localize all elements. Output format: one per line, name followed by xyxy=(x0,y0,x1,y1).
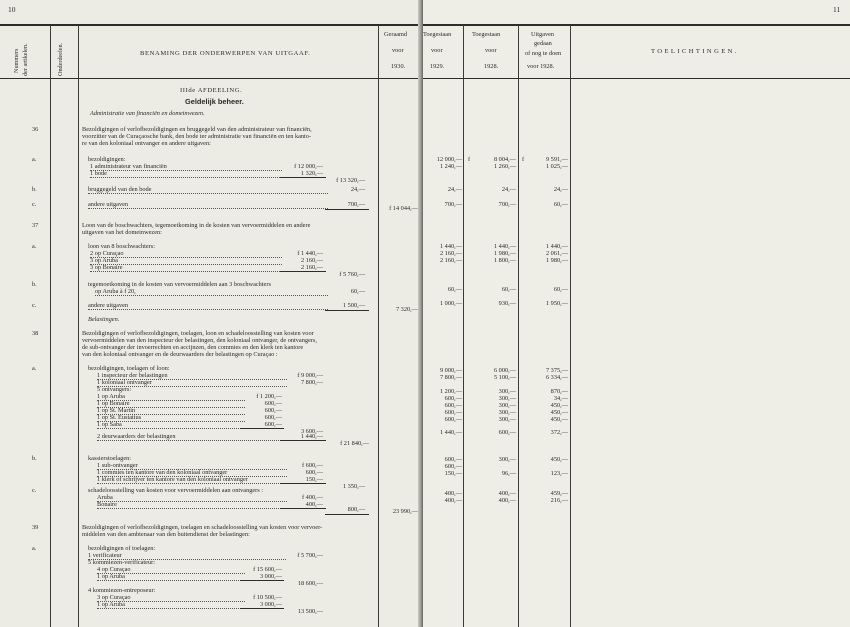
r37-c-1929: 1 000,— xyxy=(439,300,462,307)
article-38-b-label: kassierstoelagen: xyxy=(88,455,132,462)
article-39-a-2: 5 kommiezen-verificateur: xyxy=(88,559,155,566)
article-36-a-label: bezoldigingen: xyxy=(88,156,126,163)
r38-b2-1929: 600,— xyxy=(444,463,462,470)
article-37-a-3: 3 op Bonaire xyxy=(90,264,282,272)
article-38-a-6-value: 600,— xyxy=(264,407,282,414)
article-39-a: a. xyxy=(32,545,37,552)
article-38-c-label: schadeloosstelling van kosten voor vervoermiddelen aan ontvangers : xyxy=(88,487,264,494)
r36-1-1928: 8 004,— xyxy=(493,156,516,163)
right-page xyxy=(423,0,850,627)
article-38-b-2-value: 600,— xyxy=(305,469,323,476)
article-37-a-label: loon van 8 boschwachters: xyxy=(88,243,155,250)
r38-7-uitg: 450,— xyxy=(550,409,568,416)
r38-10-uitg: 372,— xyxy=(550,429,568,436)
r38-10-1929: 1 440,— xyxy=(439,429,462,436)
r36-1-1929: 12 000,— xyxy=(436,156,462,163)
article-36-c: c. xyxy=(32,201,37,208)
article-38-text-3: de sub-ontvanger der invoerrechten en accijnzen, den commies en den klerk ten kantore xyxy=(82,344,304,351)
header-1928-2: voor xyxy=(485,47,497,54)
header-uitgaven-4: voor 1928. xyxy=(527,63,555,70)
r37-1-1929: 1 440,— xyxy=(439,243,462,250)
r38-5-uitg: 34,— xyxy=(553,395,568,402)
article-38-a-1-value: f 9 000,— xyxy=(297,372,323,379)
article-37-total: 7 320,— xyxy=(395,306,418,313)
article-38-c-1: Aruba xyxy=(97,494,287,502)
r37-3-1928: 1 800,— xyxy=(493,257,516,264)
article-36-a: a. xyxy=(32,156,37,163)
article-37-text-2: uitgaven van het domeinwezen: xyxy=(82,229,162,236)
article-39-text-1: Bezoldigingen of verlofbezoldigingen, toelagen en schadeloosstelling van kosten voor vervoer- xyxy=(82,524,323,531)
header-1929-1: Toegestaan xyxy=(423,31,452,38)
header-articles: der artikelen. xyxy=(22,43,29,76)
r36-c-1928: 700,— xyxy=(498,201,516,208)
article-36-b-value: 24,— xyxy=(350,186,365,193)
article-38-number: 38 xyxy=(32,330,39,337)
article-36-b-label: bruggegeld van den bode xyxy=(88,186,328,194)
subsection-title-2: Belastingen. xyxy=(88,316,120,323)
article-39-a-4: 1 op Aruba xyxy=(97,573,245,581)
article-38-total: 23 990,— xyxy=(392,508,418,515)
r38-2-uitg: 6 334,— xyxy=(545,374,568,381)
article-38-a-10: 2 deurwaarders der belastingen xyxy=(97,433,287,441)
page-number-left: 10 xyxy=(8,5,16,14)
r38-b3-uitg: 123,— xyxy=(550,470,568,477)
subsection-title-1: Administratie van financiën en domeinwezen. xyxy=(90,110,205,117)
article-38-a-10-value: 1 440,— xyxy=(300,433,323,440)
header-1928-3: 1928. xyxy=(484,63,499,70)
header-req-2: voor xyxy=(392,47,404,54)
article-39-a-8: 1 op Aruba xyxy=(97,601,245,609)
article-38-b-subtotal-rule xyxy=(280,483,326,484)
article-39-a-8-value: 3 000,— xyxy=(259,601,282,608)
article-37-total-rule xyxy=(325,310,369,311)
r36-2-uitg: 1 025,— xyxy=(545,163,568,170)
r38-5-1929: 600,— xyxy=(444,395,462,402)
article-38-a-4-value: f 1 200,— xyxy=(256,393,282,400)
article-39-a-4-value: 3 000,— xyxy=(259,573,282,580)
r38-1-1928: 6 000,— xyxy=(493,367,516,374)
article-37-text-1: Loon van de boschwachters, tegemoetkoming in de kosten van vervoermiddelen en andere xyxy=(82,222,311,229)
article-38-a-4: 1 op Aruba xyxy=(97,393,245,401)
article-36-a-subtotal-rule xyxy=(280,177,326,178)
article-39-a-inner-rule-1 xyxy=(240,580,284,581)
header-req-1: Geraamd xyxy=(384,31,408,38)
article-36-number: 36 xyxy=(32,126,39,133)
r38-4-1929: 1 200,— xyxy=(439,388,462,395)
article-36-text-2: voorzitter van de Curaçaosche bank, den bode ter administratie van financiën en ten kanto- xyxy=(82,133,312,140)
article-36-a-sum: f 13 320,— xyxy=(336,177,365,184)
article-38-text-1: Bezoldigingen of verlofbezoldigingen, toelagen, loon en schadeloosstelling van kosten voor xyxy=(82,330,314,337)
article-38-b: b. xyxy=(32,455,37,462)
article-38-a-subtotal-rule xyxy=(280,440,326,441)
article-39-a-inner-rule-2 xyxy=(240,608,284,609)
article-39-a-1-value: f 5 700,— xyxy=(297,552,323,559)
article-39-a-5-value: 18 600,— xyxy=(297,580,323,587)
header-top-rule-right xyxy=(423,24,850,26)
article-38-b-1: 1 sub-ontvanger xyxy=(97,462,287,470)
article-38-c-subtotal-rule xyxy=(280,508,326,509)
article-38-a-9-value: 3 600,— xyxy=(300,428,323,435)
page-number-right: 11 xyxy=(833,5,841,14)
header-bottom-rule-right xyxy=(423,78,850,79)
col-rule-1 xyxy=(50,25,51,627)
article-38-total-rule xyxy=(325,514,369,515)
r37-1-uitg: 1 440,— xyxy=(545,243,568,250)
r38-4-1928: 300,— xyxy=(498,388,516,395)
article-38-b-2: 1 commies ten kantore van den koloniaal ontvanger xyxy=(97,469,287,477)
article-37-a-1: 2 op Curaçao xyxy=(90,250,282,258)
r36-b-1928: 24,— xyxy=(501,186,516,193)
r38-8-1928: 300,— xyxy=(498,416,516,423)
article-36-c-value: 700,— xyxy=(347,201,365,208)
col-rule-r2 xyxy=(518,25,519,627)
article-38-a: a. xyxy=(32,365,37,372)
article-38-a-3: 5 ontvangers: xyxy=(97,386,132,393)
article-37-c-value: 1 500,— xyxy=(342,302,365,309)
r38-b1-1928: 300,— xyxy=(498,456,516,463)
article-39-a-3: 4 op Curaçao xyxy=(97,566,245,574)
r36-2-1928: 1 260,— xyxy=(493,163,516,170)
article-38-c-2: Bonaire xyxy=(97,501,287,509)
col-rule-3 xyxy=(378,25,379,627)
article-37-a-sum: f 5 760,— xyxy=(339,271,365,278)
article-38-c-sum: 800,— xyxy=(347,506,365,513)
article-38-a-2: 1 koloniaal ontvanger xyxy=(97,379,287,387)
r38-2-1928: 5 100,— xyxy=(493,374,516,381)
article-36-b: b. xyxy=(32,186,37,193)
r36-c-uitg: 60,— xyxy=(553,201,568,208)
article-36-total-rule xyxy=(325,209,369,210)
article-37-c-label: andere uitgaven xyxy=(88,302,328,310)
r37-b-1928: 60,— xyxy=(501,286,516,293)
r38-8-1929: 600,— xyxy=(444,416,462,423)
article-38-c-2-value: 400,— xyxy=(305,501,323,508)
article-39-a-9-value: 13 500,— xyxy=(297,608,323,615)
r36-b-uitg: 24,— xyxy=(553,186,568,193)
r37-3-uitg: 1 980,— xyxy=(545,257,568,264)
article-38-a-6: 1 op St. Martin xyxy=(97,407,245,415)
article-38-b-3: 1 klerk of schrijver ten kantore van den koloniaal ontvanger xyxy=(97,476,287,484)
r38-b3-1928: 96,— xyxy=(501,470,516,477)
header-toelichtingen: TOELICHTINGEN. xyxy=(651,48,739,55)
article-37-b-1: tegemoetkoming in de kosten van vervoermiddelen aan 3 boschwachters xyxy=(88,281,271,288)
r38-c1-1928: 400,— xyxy=(498,490,516,497)
article-36-text-1: Bezoldigingen of verlofbezoldigingen en bruggegeld van den administrateur van financiën, xyxy=(82,126,312,133)
r38-5-1928: 300,— xyxy=(498,395,516,402)
r36-florin-uitg: f xyxy=(522,156,525,163)
article-38-c: c. xyxy=(32,487,37,494)
article-38-a-1: 1 inspecteur der belastingen xyxy=(97,372,287,380)
article-38-a-7-value: 600,— xyxy=(264,414,282,421)
header-numbers: Nummers xyxy=(13,48,20,73)
article-38-b-1-value: f 600,— xyxy=(302,462,323,469)
r38-c2-1929: 400,— xyxy=(444,497,462,504)
r38-c2-uitg: 216,— xyxy=(550,497,568,504)
article-39-text-2: middelen van den ambtenaar van den buitendienst der belastingen: xyxy=(82,531,250,538)
article-37-a-2: 3 op Aruba xyxy=(90,257,282,265)
article-38-text-2: vervoermiddelen van den inspecteur der belastingen, den koloniaal ontvanger, de ontvangers, xyxy=(82,337,317,344)
r38-7-1928: 300,— xyxy=(498,409,516,416)
header-1928-1: Toegestaan xyxy=(472,31,501,38)
header-uitgaven-3: of nog te doen xyxy=(525,50,562,57)
r37-c-1928: 930,— xyxy=(498,300,516,307)
article-36-c-label: andere uitgaven xyxy=(88,201,328,209)
article-39-a-1: 1 verificateur xyxy=(88,552,286,560)
r36-c-1929: 700,— xyxy=(444,201,462,208)
article-37-b-2: op Aruba à f 20, xyxy=(95,288,328,296)
article-38-a-sum: f 21 840,— xyxy=(340,440,369,447)
article-39-a-6: 4 kommiezen-entreposeur: xyxy=(88,587,156,594)
col-rule-r3 xyxy=(570,25,571,627)
article-37-a-subtotal-rule xyxy=(280,271,326,272)
header-bottom-rule xyxy=(0,78,421,79)
r37-c-uitg: 1 950,— xyxy=(545,300,568,307)
r38-b1-1929: 600,— xyxy=(444,456,462,463)
r37-3-1929: 2 160,— xyxy=(439,257,462,264)
header-title: BENAMING DER ONDERWERPEN VAN UITGAAF. xyxy=(140,50,311,57)
article-38-a-7: 1 op St. Eustatius xyxy=(97,414,245,422)
article-39-number: 39 xyxy=(32,524,39,531)
article-38-text-4: van den koloniaal ontvanger en de deurwaarders der belastingen op Curaçao : xyxy=(82,351,278,358)
article-38-b-3-value: 150,— xyxy=(305,476,323,483)
r38-1-1929: 9 000,— xyxy=(439,367,462,374)
r36-florin-1928: f xyxy=(468,156,471,163)
r36-b-1929: 24,— xyxy=(447,186,462,193)
article-38-a-inner-rule xyxy=(240,428,284,429)
article-39-a-7: 3 op Curaçao xyxy=(97,594,245,602)
r38-10-1928: 600,— xyxy=(498,429,516,436)
article-37-b-value: 60,— xyxy=(350,288,365,295)
r38-6-uitg: 450,— xyxy=(550,402,568,409)
article-36-a-2-value: 1 320,— xyxy=(300,170,323,177)
section-title: Geldelijk beheer. xyxy=(185,97,244,106)
r37-1-1928: 1 440,— xyxy=(493,243,516,250)
article-37-number: 37 xyxy=(32,222,39,229)
article-38-a-2-value: 7 800,— xyxy=(300,379,323,386)
r38-6-1929: 600,— xyxy=(444,402,462,409)
r38-b3-1929: 150,— xyxy=(444,470,462,477)
article-37-a-1-value: f 1 440,— xyxy=(297,250,323,257)
header-1929-3: 1929. xyxy=(430,63,445,70)
article-37-a-2-value: 2 160,— xyxy=(300,257,323,264)
article-37-a-3-value: 2 160,— xyxy=(300,264,323,271)
header-req-3: 1930. xyxy=(391,63,406,70)
article-38-a-label: bezoldigingen, toelagen of loon: xyxy=(88,365,170,372)
article-36-text-3: re van den koloniaal ontvanger en andere uitgaven: xyxy=(82,140,211,147)
afdeeling-title: IIIde AFDEELING. xyxy=(180,87,243,94)
r37-2-1929: 2 160,— xyxy=(439,250,462,257)
r38-c1-1929: 400,— xyxy=(444,490,462,497)
article-39-a-7-value: f 10 500,— xyxy=(253,594,282,601)
r38-1-uitg: 7 375,— xyxy=(545,367,568,374)
r38-b1-uitg: 450,— xyxy=(550,456,568,463)
header-top-rule xyxy=(0,24,421,26)
article-38-b-sum: 1 350,— xyxy=(342,483,365,490)
left-page xyxy=(0,0,421,627)
r38-6-1928: 300,— xyxy=(498,402,516,409)
article-38-c-1-value: f 400,— xyxy=(302,494,323,501)
header-sub: Onderdeelen. xyxy=(57,42,64,76)
r37-b-1929: 60,— xyxy=(447,286,462,293)
r38-c2-1928: 400,— xyxy=(498,497,516,504)
article-36-a-1-value: f 12 000,— xyxy=(294,163,323,170)
article-38-a-5: 1 op Bonaire xyxy=(97,400,245,408)
article-36-total: f 14 044,— xyxy=(389,205,418,212)
r38-8-uitg: 450,— xyxy=(550,416,568,423)
header-uitgaven-2: gedaan xyxy=(534,40,552,47)
article-38-a-8-value: 600,— xyxy=(264,421,282,428)
article-39-a-3-value: f 15 600,— xyxy=(253,566,282,573)
article-37-c: c. xyxy=(32,302,37,309)
r38-c1-uitg: 459,— xyxy=(550,490,568,497)
r36-1-uitg: 9 591,— xyxy=(545,156,568,163)
article-38-a-5-value: 600,— xyxy=(264,400,282,407)
r37-b-uitg: 60,— xyxy=(553,286,568,293)
article-37-a: a. xyxy=(32,243,37,250)
r38-7-1929: 600,— xyxy=(444,409,462,416)
col-rule-r1 xyxy=(463,25,464,627)
r37-2-uitg: 2 061,— xyxy=(545,250,568,257)
r38-2-1929: 7 800,— xyxy=(439,374,462,381)
r38-4-uitg: 870,— xyxy=(550,388,568,395)
article-36-a-2: 1 bode xyxy=(90,170,282,178)
r37-2-1928: 1 980,— xyxy=(493,250,516,257)
header-1929-2: voor xyxy=(431,47,443,54)
col-rule-2 xyxy=(78,25,79,627)
header-uitgaven-1: Uitgaven xyxy=(531,31,555,38)
article-39-a-label: bezoldigingen of toelagen: xyxy=(88,545,156,552)
article-38-a-8: 1 op Saba xyxy=(97,421,245,429)
r36-2-1929: 1 240,— xyxy=(439,163,462,170)
article-37-b: b. xyxy=(32,281,37,288)
article-36-a-1: 1 administrateur van financiën xyxy=(90,163,282,171)
